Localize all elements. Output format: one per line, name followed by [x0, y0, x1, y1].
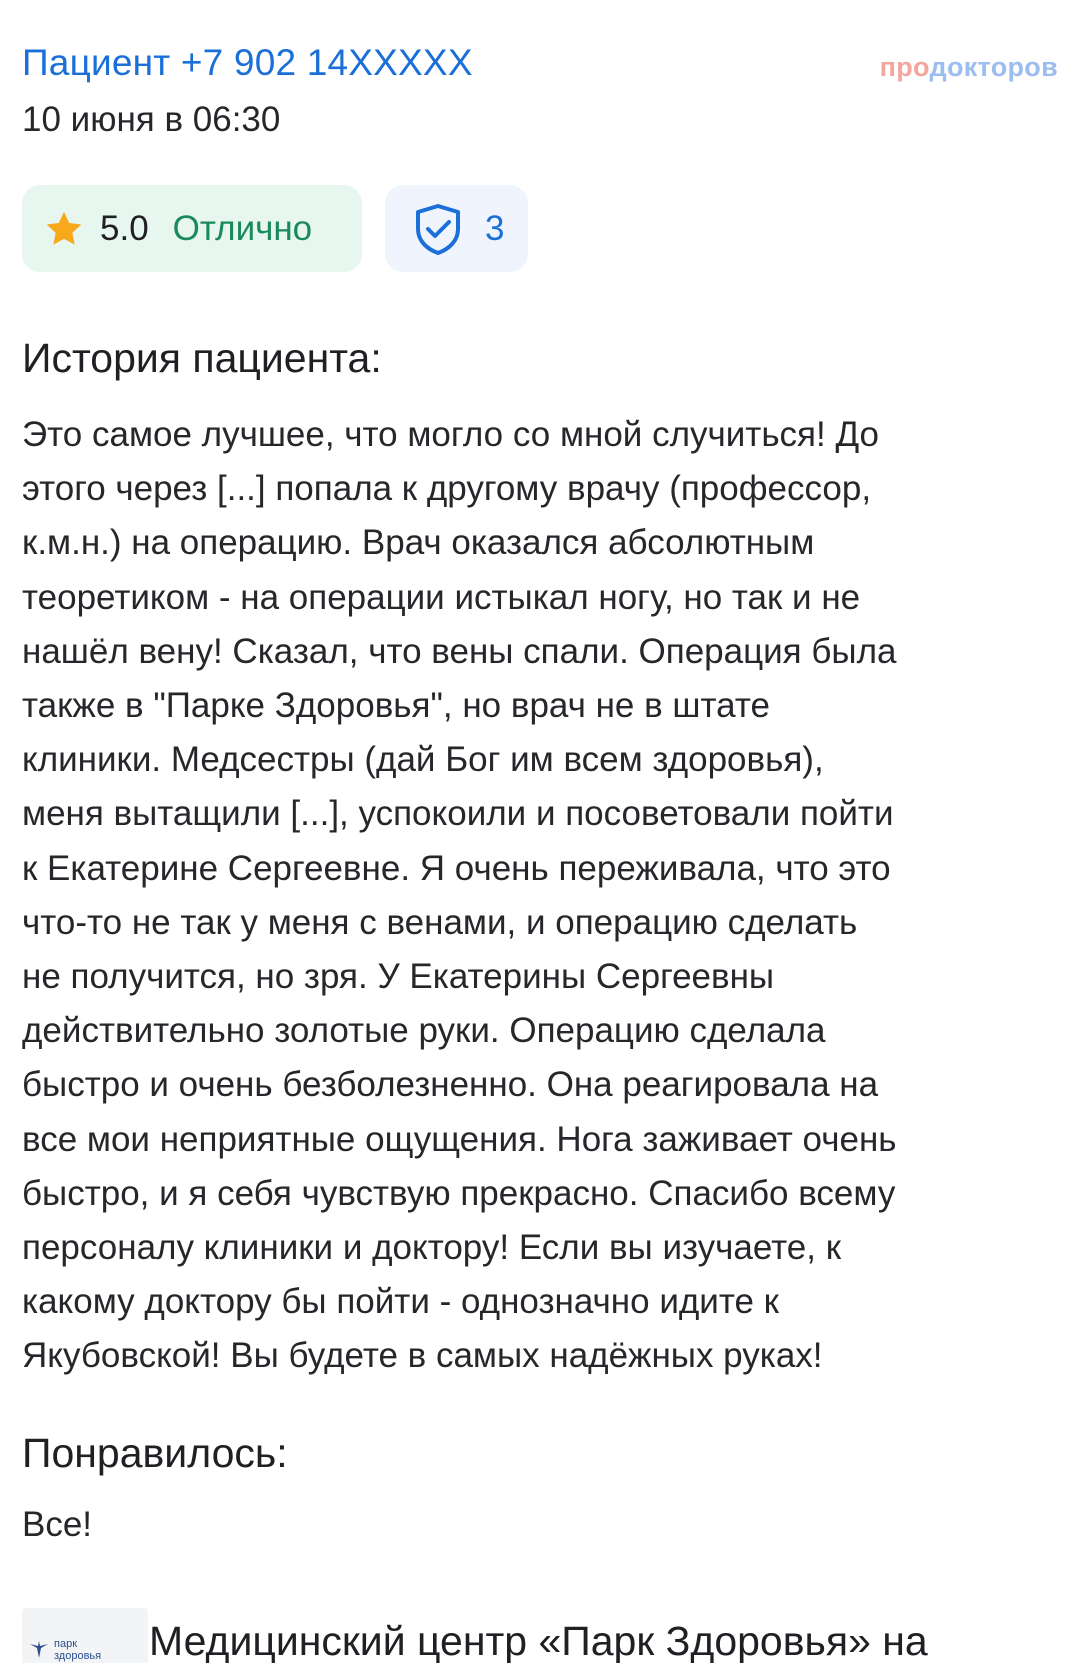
shield-check-icon — [413, 203, 463, 255]
history-line: Якубовской! Вы будете в самых надёжных руках! — [22, 1336, 823, 1376]
history-line: Это самое лучшее, что могло со мной случиться! До — [22, 415, 880, 454]
history-line: персоналу клиники и доктору! Если вы изучаете, к — [22, 1228, 842, 1268]
history-line: не получится, но зря. У Екатерины Сергеевны — [22, 957, 775, 997]
liked-title: Понравилось: — [22, 1430, 288, 1476]
history-line: этого через [...] попала к другому врачу (профессор, — [22, 469, 872, 509]
history-line: к Екатерине Сергеевне. Я очень переживала, что это — [22, 848, 891, 888]
history-line: клиники. Медсестры (дай Бог им всем здоровья), — [22, 740, 824, 780]
history-line: что-то не так у меня с венами, и операцию сделать — [22, 902, 858, 942]
liked-text: Все! — [22, 1505, 93, 1544]
review-date: 10 июня в 06:30 — [22, 100, 281, 139]
clinic-logo — [22, 1608, 148, 1663]
clinic-name[interactable]: Медицинский центр «Парк Здоровья» на — [149, 1618, 928, 1663]
history-line: меня вытащили [...], успокоили и посоветовали пойти — [22, 794, 894, 834]
clinic-logo-mark-icon — [28, 1640, 50, 1660]
rating-value: 5.0 — [100, 208, 149, 248]
patient-name-link[interactable]: Пациент +7 902 14XXXXX — [22, 42, 473, 83]
history-line: какому доктору бы пойти - однозначно идите к — [22, 1282, 779, 1322]
star-icon — [44, 209, 84, 249]
history-line: нашёл вену! Сказал, что вены спали. Операция была — [22, 631, 897, 671]
review-header — [22, 42, 1058, 152]
verified-count: 3 — [485, 208, 505, 248]
history-line: все мои неприятные ощущения. Нога заживает очень — [22, 1119, 897, 1159]
review-badges — [22, 185, 528, 272]
history-line: действительно золотые руки. Операцию сделала — [22, 1011, 826, 1051]
brand-logo[interactable] — [880, 52, 1058, 83]
history-title: История пациента: — [22, 335, 382, 381]
clinic-row[interactable] — [22, 1590, 1080, 1663]
history-line: быстро и очень безболезненно. Она реагировала на — [22, 1065, 879, 1105]
history-line: теоретиком - на операции истыкал ногу, но так и не — [22, 577, 861, 617]
brand-logo-pro: про — [879, 52, 930, 82]
history-line: быстро, и я себя чувствую прекрасно. Спасибо всему — [22, 1173, 896, 1213]
rating-label: Отлично — [172, 208, 313, 248]
history-line: к.м.н.) на операцию. Врач оказался абсолютным — [22, 523, 815, 563]
rating-badge — [22, 185, 362, 272]
clinic-logo-text: парк здоровья — [54, 1638, 102, 1662]
history-line: также в "Парке Здоровья", но врач не в штате — [22, 686, 770, 726]
history-text — [22, 408, 1072, 1384]
verified-badge[interactable] — [385, 185, 528, 272]
brand-logo-rest: докторов — [929, 52, 1058, 82]
